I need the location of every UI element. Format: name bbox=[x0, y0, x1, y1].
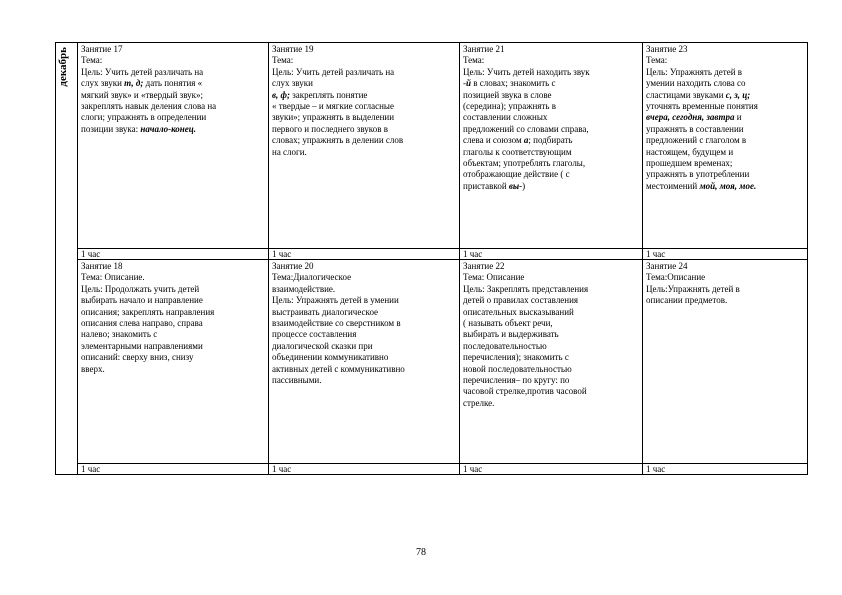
line-text-after: ; подбирать bbox=[528, 135, 573, 146]
lesson-text-line bbox=[463, 101, 639, 112]
line-text: предложений со словами справа, bbox=[463, 123, 589, 134]
lesson-text-line bbox=[81, 272, 265, 283]
lesson-text-line bbox=[646, 44, 804, 55]
lesson-text-line bbox=[272, 147, 456, 158]
line-text: Тема: bbox=[81, 55, 103, 66]
lesson-text-line bbox=[463, 352, 639, 363]
line-text: процессе составления bbox=[272, 329, 357, 340]
line-text: « твердые – и мягкие согласные bbox=[272, 101, 394, 112]
line-text: глаголы к соответствующим bbox=[463, 146, 572, 157]
line-text: звуки»; упражнять в выделении bbox=[272, 112, 395, 123]
line-text: Занятие 20 bbox=[272, 261, 314, 271]
lesson-text-line bbox=[463, 112, 639, 123]
emphasized-text: т, д; bbox=[124, 78, 144, 89]
month-cell bbox=[56, 43, 78, 475]
lesson-text-line bbox=[272, 67, 456, 78]
line-text: взаимодействие со сверстником в bbox=[272, 318, 401, 329]
lesson-text-line bbox=[81, 112, 265, 123]
line-text: отображающие действие ( с bbox=[463, 169, 570, 180]
line-text: Тема: Описание. bbox=[81, 272, 145, 283]
line-text: Занятие 19 bbox=[272, 44, 314, 54]
lesson-text-line bbox=[272, 375, 456, 386]
lesson-text-line bbox=[463, 44, 639, 55]
lesson-text-line bbox=[463, 135, 639, 146]
line-text: Цель: Учить детей различать на bbox=[81, 66, 204, 77]
hours-cell: 1 час bbox=[269, 464, 460, 475]
line-text: описании предметов. bbox=[646, 295, 728, 306]
line-text: Тема: bbox=[646, 55, 668, 66]
lesson-text-line bbox=[463, 398, 639, 409]
lesson-text-line bbox=[463, 124, 639, 135]
line-text: предложений с глаголом в bbox=[646, 135, 747, 146]
lesson-text-line bbox=[646, 67, 804, 78]
lesson-text-line bbox=[463, 169, 639, 180]
lesson-text-line bbox=[463, 67, 639, 78]
lesson-text-line bbox=[81, 67, 265, 78]
line-text: вверх. bbox=[81, 363, 105, 374]
line-text: описательных высказываний bbox=[463, 306, 574, 317]
lesson-text-line bbox=[463, 341, 639, 352]
lesson-text-line bbox=[646, 272, 804, 283]
lesson-text-line bbox=[272, 261, 456, 272]
line-text-after: ) bbox=[522, 180, 526, 191]
lesson-text-line bbox=[81, 101, 265, 112]
line-text: Цель: Учить детей находить звук bbox=[463, 66, 590, 77]
lesson-text-line bbox=[81, 90, 265, 101]
lesson-cell bbox=[78, 260, 269, 464]
line-text: ( называть объект речи, bbox=[463, 318, 553, 329]
line-text: уточнять временные понятия bbox=[646, 101, 758, 112]
line-text: Цель: Упражнять детей в умении bbox=[272, 295, 399, 306]
line-text: слух звуки bbox=[272, 78, 313, 89]
emphasized-text: а bbox=[523, 135, 529, 146]
lesson-text-line bbox=[646, 158, 804, 169]
line-text: Занятие 18 bbox=[81, 261, 123, 271]
lesson-text-line bbox=[272, 55, 456, 66]
lesson-text-line bbox=[463, 78, 639, 89]
lesson-text-line bbox=[272, 135, 456, 146]
line-text: на слоги. bbox=[272, 146, 307, 157]
lesson-text-line bbox=[463, 55, 639, 66]
line-text: пассивными. bbox=[272, 375, 322, 386]
lesson-text-line bbox=[272, 284, 456, 295]
line-text: описания; закреплять направления bbox=[81, 306, 215, 317]
lesson-text-line bbox=[272, 112, 456, 123]
page-number: 78 bbox=[416, 547, 426, 558]
lesson-text-line bbox=[81, 284, 265, 295]
lesson-text-line bbox=[646, 90, 804, 101]
lesson-text-line bbox=[646, 112, 804, 123]
lesson-text-line bbox=[646, 169, 804, 180]
lesson-text-line bbox=[81, 307, 265, 318]
lesson-text-line bbox=[272, 78, 456, 89]
line-text: Тема: bbox=[272, 55, 294, 66]
line-text: Занятие 23 bbox=[646, 44, 688, 54]
line-text: выстраивать диалогическое bbox=[272, 306, 379, 317]
hours-cell: 1 час bbox=[460, 249, 643, 260]
lesson-text-line bbox=[463, 158, 639, 169]
lesson-text-line bbox=[463, 329, 639, 340]
lesson-row-1 bbox=[56, 43, 808, 249]
line-text: Занятие 22 bbox=[463, 261, 505, 271]
lesson-text-line bbox=[463, 386, 639, 397]
line-text: детей о правилах составления bbox=[463, 295, 579, 306]
lesson-text-line bbox=[463, 272, 639, 283]
line-text-after: и bbox=[734, 112, 742, 123]
line-text: выбирать и выдерживать bbox=[463, 329, 559, 340]
line-text: диалогической сказки при bbox=[272, 340, 373, 351]
line-text: Занятие 17 bbox=[81, 44, 123, 54]
emphasized-text: в, ф; bbox=[272, 89, 290, 100]
lesson-text-line bbox=[272, 307, 456, 318]
line-text: закреплять навык деления слова на bbox=[81, 101, 217, 112]
line-text: объектам; употреблять глаголы, bbox=[463, 158, 586, 169]
lesson-row-2 bbox=[56, 260, 808, 464]
line-text: позицией звука в слове bbox=[463, 89, 552, 100]
lesson-text-line bbox=[272, 90, 456, 101]
lesson-text-line bbox=[81, 329, 265, 340]
line-text: последовательностью bbox=[463, 340, 547, 351]
line-text: налево; знакомить с bbox=[81, 329, 158, 340]
lesson-text-line bbox=[272, 341, 456, 352]
line-text: прошедшем временах; bbox=[646, 158, 733, 169]
line-text: - bbox=[463, 78, 466, 89]
lesson-text-line bbox=[646, 55, 804, 66]
lesson-text-line bbox=[272, 124, 456, 135]
emphasized-text: вы- bbox=[508, 180, 523, 191]
line-text: выбирать начало и направление bbox=[81, 295, 203, 306]
emphasized-text: й bbox=[466, 78, 472, 89]
line-text: умении находить слова со bbox=[646, 78, 746, 89]
lesson-text-line bbox=[272, 318, 456, 329]
line-text: взаимодействие. bbox=[272, 283, 336, 294]
emphasized-text: вчера, сегодня, завтра bbox=[646, 112, 735, 123]
lesson-text-line bbox=[81, 261, 265, 272]
line-text: стрелке. bbox=[463, 397, 495, 408]
hours-cell: 1 час bbox=[643, 249, 808, 260]
line-text: описания слева направо, справа bbox=[81, 318, 203, 329]
lesson-text-line bbox=[646, 78, 804, 89]
lesson-text-line bbox=[463, 181, 639, 192]
lesson-cell bbox=[269, 43, 460, 249]
emphasized-text: с, з, ц; bbox=[725, 89, 751, 100]
lesson-cell bbox=[78, 43, 269, 249]
line-text: Занятие 24 bbox=[646, 261, 688, 271]
lesson-cell bbox=[643, 43, 808, 249]
lesson-text-line bbox=[81, 341, 265, 352]
line-text: упражнять в составлении bbox=[646, 123, 744, 134]
lesson-text-line bbox=[463, 318, 639, 329]
line-text: Занятие 21 bbox=[463, 44, 505, 54]
lesson-text-line bbox=[646, 295, 804, 306]
lesson-text-line bbox=[81, 364, 265, 375]
hours-row-1 bbox=[56, 249, 808, 260]
hours-cell: 1 час bbox=[78, 464, 269, 475]
lesson-text-line bbox=[646, 147, 804, 158]
line-text: Цель: Закреплять представления bbox=[463, 283, 589, 294]
lesson-text-line bbox=[463, 375, 639, 386]
lesson-text-line bbox=[272, 364, 456, 375]
lesson-text-line bbox=[463, 90, 639, 101]
lesson-text-line bbox=[81, 44, 265, 55]
lesson-cell bbox=[643, 260, 808, 464]
lesson-text-line bbox=[463, 307, 639, 318]
line-text: первого и последнего звуков в bbox=[272, 123, 388, 134]
line-text: Тема: bbox=[463, 55, 485, 66]
lesson-text-line bbox=[81, 55, 265, 66]
lesson-text-line bbox=[272, 272, 456, 283]
lesson-text-line bbox=[646, 284, 804, 295]
line-text: составлении сложных bbox=[463, 112, 548, 123]
lesson-text-line bbox=[272, 101, 456, 112]
lesson-text-line bbox=[646, 135, 804, 146]
line-text: мягкий звук» и «твердый звук»; bbox=[81, 89, 204, 100]
lesson-text-line bbox=[646, 124, 804, 135]
hours-cell: 1 час bbox=[643, 464, 808, 475]
line-text: слух звуки bbox=[81, 78, 125, 89]
lesson-text-line bbox=[272, 295, 456, 306]
month-label: декабрь bbox=[57, 47, 69, 87]
line-text: настоящем, будущем и bbox=[646, 146, 734, 157]
lesson-cell bbox=[460, 43, 643, 249]
lesson-text-line bbox=[81, 78, 265, 89]
lesson-text-line bbox=[463, 284, 639, 295]
lesson-text-line bbox=[646, 101, 804, 112]
line-text: Тема:Описание bbox=[646, 272, 706, 283]
line-text: объединении коммуникативно bbox=[272, 352, 389, 363]
lesson-text-line bbox=[81, 124, 265, 135]
hours-row-2 bbox=[56, 464, 808, 475]
emphasized-text: мой, моя, мое. bbox=[699, 180, 757, 191]
emphasized-text: начало-конец. bbox=[140, 123, 197, 134]
line-text: приставкой bbox=[463, 180, 509, 191]
line-text: слева и союзом bbox=[463, 135, 524, 146]
line-text: Цель: Учить детей различать на bbox=[272, 66, 395, 77]
line-text: Цель: Продолжать учить детей bbox=[81, 283, 200, 294]
lesson-plan-table bbox=[55, 42, 808, 475]
line-text: местоимений bbox=[646, 180, 700, 191]
lesson-text-line bbox=[81, 318, 265, 329]
lesson-text-line bbox=[463, 364, 639, 375]
lesson-text-line bbox=[272, 329, 456, 340]
line-text-after: дать понятия « bbox=[143, 78, 203, 89]
lesson-text-line bbox=[272, 44, 456, 55]
line-text: позиции звука: bbox=[81, 123, 141, 134]
lesson-cell bbox=[269, 260, 460, 464]
lesson-text-line bbox=[463, 147, 639, 158]
line-text: словах; упражнять в делении слов bbox=[272, 135, 404, 146]
hours-cell: 1 час bbox=[460, 464, 643, 475]
lesson-text-line bbox=[81, 295, 265, 306]
line-text: активных детей с коммуникативно bbox=[272, 363, 405, 374]
line-text: (середина); упражнять в bbox=[463, 101, 556, 112]
lesson-cell bbox=[460, 260, 643, 464]
line-text: новой последовательностью bbox=[463, 363, 572, 374]
line-text: перечисления– по кругу: по bbox=[463, 375, 570, 386]
line-text: часовой стрелке,против часовой bbox=[463, 386, 587, 397]
line-text: Цель: Упражнять детей в bbox=[646, 66, 743, 77]
lesson-text-line bbox=[81, 352, 265, 363]
line-text: сластицами звуками bbox=[646, 89, 726, 100]
line-text: перечисления); знакомить с bbox=[463, 352, 569, 363]
lesson-text-line bbox=[463, 295, 639, 306]
line-text: элементарными направлениями bbox=[81, 340, 203, 351]
line-text: Тема: Описание bbox=[463, 272, 525, 283]
lesson-text-line bbox=[646, 261, 804, 272]
line-text: упражнять в употреблении bbox=[646, 169, 750, 180]
line-text: Тема:Диалогическое bbox=[272, 272, 352, 283]
lesson-text-line bbox=[646, 181, 804, 192]
line-text: слоги; упражнять в определении bbox=[81, 112, 207, 123]
line-text-after: закреплять понятие bbox=[289, 89, 368, 100]
line-text: Цель:Упражнять детей в bbox=[646, 283, 740, 294]
hours-cell: 1 час bbox=[78, 249, 269, 260]
hours-cell: 1 час bbox=[269, 249, 460, 260]
lesson-text-line bbox=[272, 352, 456, 363]
line-text-after: в словах; знакомить с bbox=[471, 78, 556, 89]
lesson-text-line bbox=[463, 261, 639, 272]
line-text: описаний: сверху вниз, снизу bbox=[81, 352, 194, 363]
